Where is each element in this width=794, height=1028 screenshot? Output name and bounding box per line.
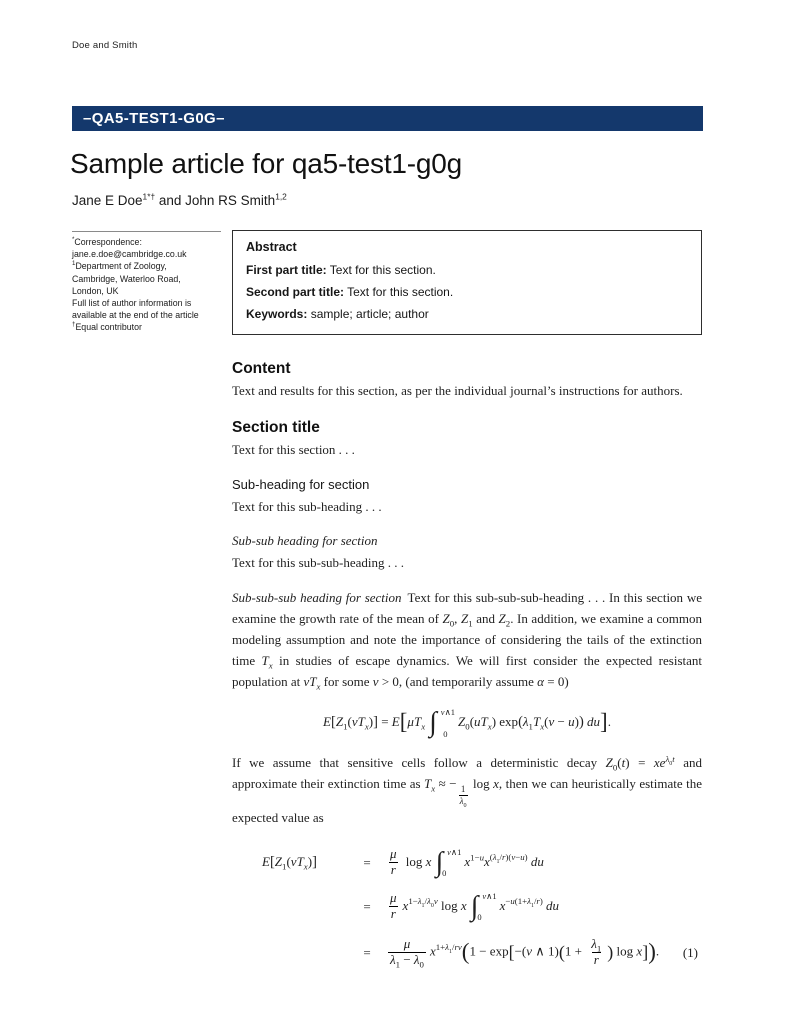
running-header: Doe and Smith: [72, 40, 138, 51]
main-paragraph: [232, 587, 702, 692]
abstract-item-text: Text for this section.: [326, 263, 436, 277]
content-paragraph: Text and results for this section, as per the individual journal’s instructions for authors.: [232, 383, 683, 398]
equation-row: [232, 840, 702, 886]
subsubsection-paragraph: Text for this sub-sub-heading . . .: [232, 555, 405, 570]
run-in-paragraph-text: Text for this sub-sub-sub-heading . . . In this section we examine the growth rate of the mean of $Z_0$, $Z_1$ and $Z_2$. In addition, we examine a common modeling assumption and note the importance of considering the tails of the extinction time $T_x$ in studies of escape dynamics. We will first consider the expected resistant population at $vT_x$ for some v > 0, (and temporarily assume α = 0): [232, 590, 703, 692]
correspondence-note: [72, 231, 221, 334]
equation-rhs: $\frac{\mu}{\lambda_1 - \lambda_0}$ $x^{1+\lambda_1/rv}(1 - \exp[-(v$ ∧ 1)(1 + $\frac{\lambda_1}{r}$ ) log x]).: [390, 936, 660, 970]
equals-sign: =: [363, 944, 371, 960]
article-banner: [72, 106, 703, 131]
correspondence-label: *Correspondence:: [72, 236, 142, 247]
equation-lhs: $E[Z_1(vT_x)]$: [262, 854, 317, 872]
decay-paragraph: If we assume that sensitive cells follow a deterministic decay $Z_0(t) = xe^{\lambda_0t}$ and approximate their extinction time as $T_x$ ≈ − $\frac{1}{\lambda_0}$ log x, then we can heuristically estimate the expected value as: [232, 753, 702, 825]
section-heading: Section title: [232, 419, 320, 436]
correspondence-email: jane.e.doe@cambridge.co.uk: [72, 249, 187, 260]
abstract-item-label: Second part title:: [246, 285, 345, 299]
abstract-box: [232, 230, 702, 335]
abstract-item: [246, 263, 688, 278]
equation-rhs: $\frac{\mu}{r}$ $x^{1-\lambda_1/\lambda_0v}$ log x ∫ v∧1 0 $x^{-u(1+\lambda_1/r)}$ du: [390, 890, 560, 923]
abstract-heading: Abstract: [246, 240, 297, 254]
equal-contributor-line: †Equal contributor: [72, 321, 142, 333]
equation-rhs: $\frac{\mu}{r}$ log x ∫ v∧1 0 $x^{1-u}x^{(\lambda_1/r)(v-u)}$ du: [390, 846, 544, 879]
affiliation-line: Cambridge, Waterloo Road,: [72, 273, 181, 284]
banner-label: –QA5-TEST1-G0G–: [83, 110, 225, 127]
display-equation: $E[Z_1(vT_x)] = E[\mu T_x$ ∫ v∧1 0 $Z_0(uT_x) \exp(\lambda_1T_x(v - u))$ du].: [323, 707, 611, 739]
run-in-heading: Sub-sub-sub heading for section: [232, 590, 402, 605]
keywords-label: Keywords:: [246, 307, 308, 321]
subsection-heading: Sub-heading for section: [232, 477, 370, 492]
abstract-item: [246, 285, 688, 300]
affiliation-line: London, UK: [72, 285, 119, 296]
author-info-line: Full list of author information is: [72, 298, 192, 309]
abstract-item-label: First part title:: [246, 263, 327, 277]
equation-row: [232, 928, 702, 978]
article-body: [232, 359, 702, 978]
content-heading: Content: [232, 360, 291, 377]
author-info-line: available at the end of the article: [72, 310, 199, 321]
abstract-item: [246, 307, 688, 322]
equation-number: (1): [682, 944, 698, 960]
abstract-item-text: Text for this section.: [344, 285, 454, 299]
equals-sign: =: [363, 898, 371, 914]
equation-row: [232, 886, 702, 928]
keywords-text: sample; article; author: [307, 307, 429, 321]
aligned-equation: [232, 840, 702, 978]
subsection-paragraph: Text for this sub-heading . . .: [232, 499, 382, 514]
subsubsection-heading: Sub-sub heading for section: [232, 533, 378, 548]
article-title: Sample article for qa5-test1-g0g: [70, 148, 463, 179]
authors-line: Jane E Doe$^{1*\dagger}$ and John RS Smith$^{1,2}$: [72, 191, 287, 208]
section-paragraph: Text for this section . . .: [232, 442, 355, 457]
affiliation-line: $^1$Department of Zoology,: [72, 260, 167, 272]
equals-sign: =: [363, 854, 371, 870]
